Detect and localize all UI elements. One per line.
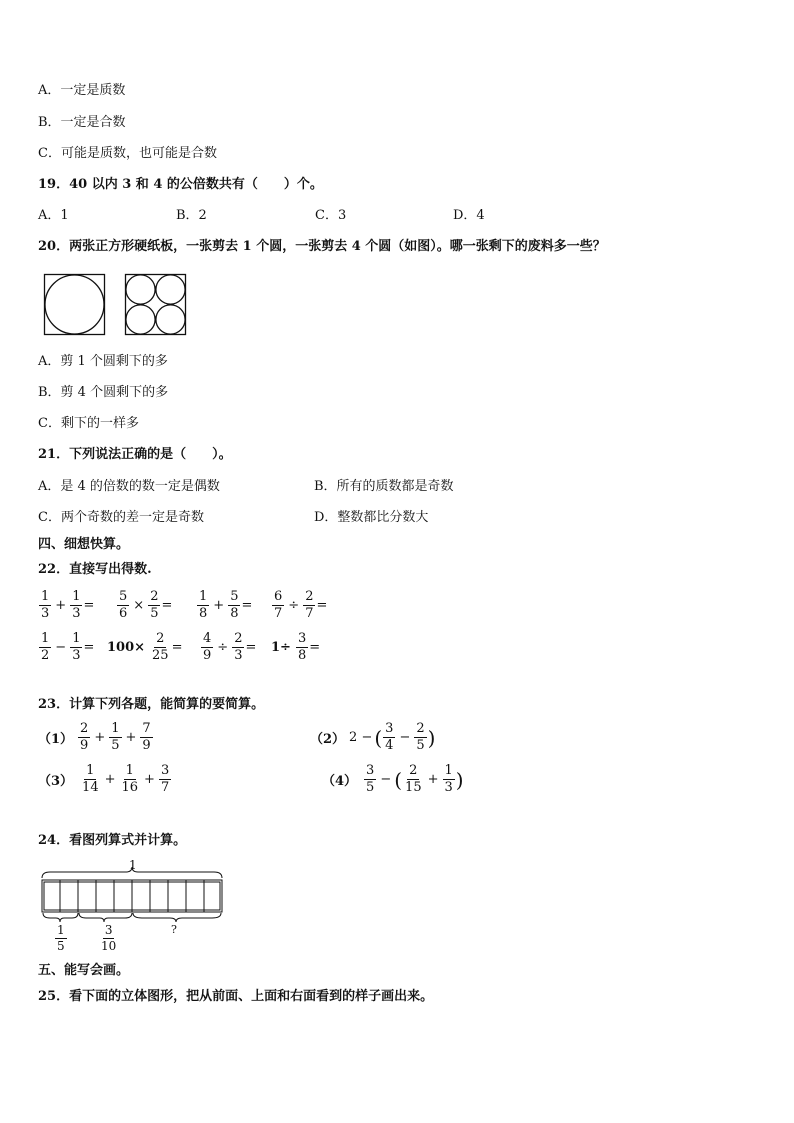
q22-item-1: $\frac{1}{3}$ + $\frac{1}{3}$ = — [41, 589, 95, 621]
q22-item-5: $\frac{1}{2}$ − $\frac{1}{3}$ = — [41, 631, 95, 663]
q21-stem: 21．下列说法正确的是（ ）。 — [38, 447, 232, 462]
q24-frac-3-10: $\frac{3}{10}$ — [101, 923, 117, 953]
q24-segment-diagram — [40, 866, 226, 926]
q18-option-b: B．一定是合数 — [38, 115, 126, 130]
bar-dividers — [44, 880, 220, 912]
q22-item-7: $\frac{4}{9}$ ÷ $\frac{2}{3}$ = — [203, 631, 257, 663]
q24-stem: 24．看图列算式并计算。 — [38, 833, 187, 848]
q22-item-3: $\frac{1}{8}$ + $\frac{5}{8}$ = — [199, 589, 253, 621]
brace-3-10 — [79, 913, 132, 922]
brace-unknown — [133, 913, 221, 922]
q21-option-b: B．所有的质数都是奇数 — [314, 479, 454, 494]
q21-option-a: A．是 4 的倍数的数一定是偶数 — [38, 479, 220, 494]
top-brace — [42, 867, 222, 878]
square-one-circle — [45, 275, 105, 335]
q19-option-d: D．4 — [453, 208, 485, 223]
q18-option-c: C．可能是质数，也可能是合数 — [38, 146, 217, 161]
q22-item-2: $\frac{5}{6}$ × $\frac{2}{5}$ = — [119, 589, 173, 621]
q24-unknown: ? — [171, 923, 177, 936]
q19-stem: 19．40 以内 3 和 4 的公倍数共有（ ）个。 — [38, 177, 323, 192]
q22-item-4: $\frac{6}{7}$ ÷ $\frac{2}{7}$ = — [274, 589, 328, 621]
q20-figure — [44, 274, 186, 336]
q23-stem: 23．计算下列各题，能简算的要简算。 — [38, 697, 265, 712]
q23-expr-1: （1） $\frac{2}{9}$ + $\frac{1}{5}$ + $\frac{7}{9}$ — [38, 721, 151, 753]
q22-item-8: 1÷ $\frac{3}{8}$ = — [271, 631, 321, 663]
q20-option-c: C．剩下的一样多 — [38, 416, 139, 431]
q20-option-a: A．剪 1 个圆剩下的多 — [38, 354, 168, 369]
q22-item-6: 100× $\frac{2}{25}$ = — [107, 631, 183, 663]
section-5-heading: 五、能写会画。 — [38, 963, 130, 978]
q23-expr-4: （4） $\frac{3}{5}$ − ( $\frac{2}{15}$ + $\frac{1}{3}$ ) — [322, 763, 464, 795]
q24-frac-1-5: $\frac{1}{5}$ — [57, 923, 65, 953]
q19-option-b: B．2 — [176, 208, 207, 223]
brace-1-5 — [43, 913, 78, 922]
q20-stem: 20．两张正方形硬纸板，一张剪去 1 个圆，一张剪去 4 个圆（如图）。哪一张剩下的废料多一些？ — [38, 239, 606, 254]
q19-option-a: A．1 — [38, 208, 69, 223]
q18-option-a: A．一定是质数 — [38, 83, 126, 98]
q19-option-c: C．3 — [315, 208, 347, 223]
q20-option-b: B．剪 4 个圆剩下的多 — [38, 385, 169, 400]
q23-expr-3: （3） $\frac{1}{14}$ + $\frac{1}{16}$ + $\frac{3}{7}$ — [38, 763, 170, 795]
q21-option-d: D．整数都比分数大 — [314, 510, 429, 525]
q22-stem: 22．直接写出得数. — [38, 562, 152, 577]
q21-option-c: C．两个奇数的差一定是奇数 — [38, 510, 204, 525]
q23-expr-2: （2） 2 − ( $\frac{3}{4}$ − $\frac{2}{5}$ ) — [310, 721, 436, 753]
square-four-circles — [126, 275, 186, 335]
q25-stem: 25．看下面的立体图形，把从前面、上面和右面看到的样子画出来。 — [38, 989, 434, 1004]
section-4-heading: 四、细想快算。 — [38, 537, 130, 552]
q24-top-label: 1 — [129, 858, 137, 872]
